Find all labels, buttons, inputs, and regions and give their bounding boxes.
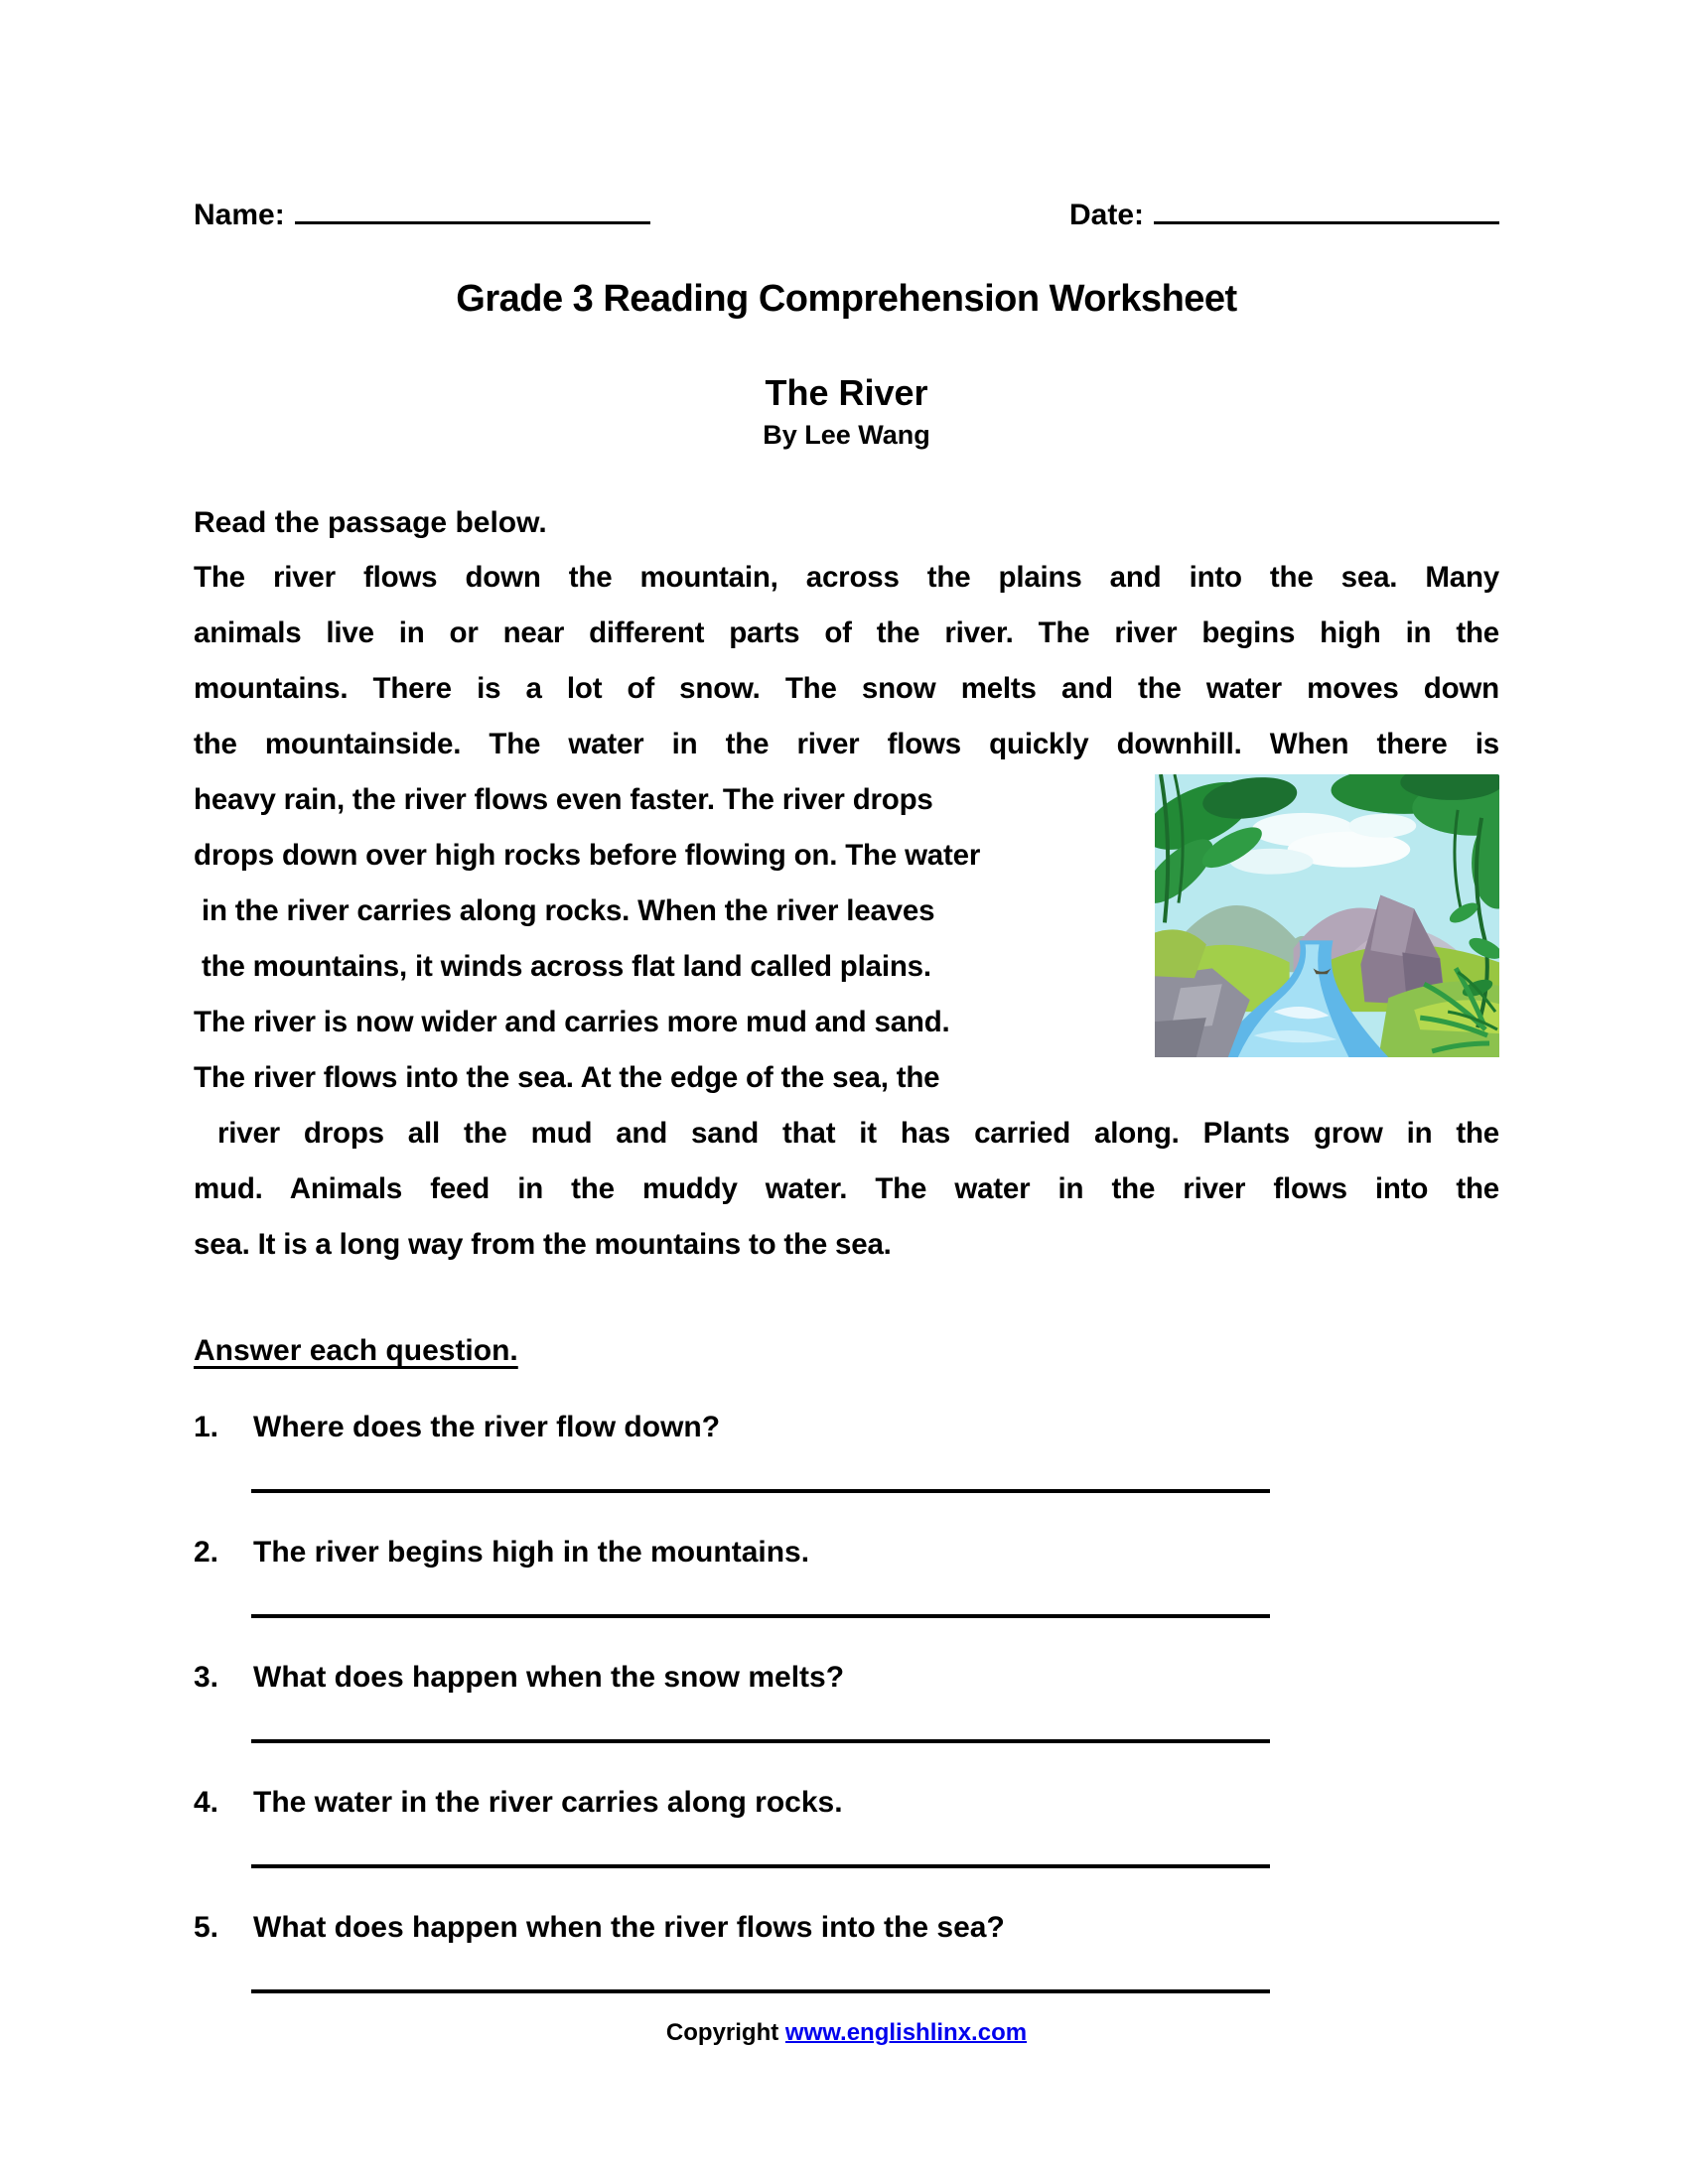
passage-line: in the river carries along rocks. When the river leaves (194, 894, 935, 927)
answer-line-3[interactable] (251, 1739, 1270, 1743)
copyright-label: Copyright (665, 2019, 785, 2046)
passage-line: mountains. There is a lot of snow. The snow melts and the water moves down (194, 672, 1499, 705)
question-row-1 (194, 1410, 1499, 1445)
answer-line-5[interactable] (251, 1989, 1270, 1993)
passage-wrapped-text (194, 772, 1155, 1106)
passage-line: sea. It is a long way from the mountains to the sea. (194, 1228, 892, 1261)
question-number: 3. (194, 1661, 219, 1694)
copyright-link[interactable]: www.englishlinx.com (784, 2019, 1028, 2046)
instruction: Read the passage below. (194, 506, 547, 539)
question-row-5 (194, 1910, 1499, 1946)
passage-title: The River (765, 372, 928, 413)
question-text: What does happen when the snow melts? (253, 1661, 845, 1694)
name-blank[interactable] (295, 195, 650, 224)
answer-line-1[interactable] (251, 1489, 1270, 1493)
question-text: The river begins high in the mountains. (253, 1536, 810, 1569)
passage-line: The river is now wider and carries more mud and sand. (194, 1006, 950, 1038)
passage-line: mud. Animals feed in the muddy water. The water in the river flows into the (194, 1172, 1499, 1205)
passage-line: the mountainside. The water in the river flows quickly downhill. When there is (194, 728, 1499, 760)
passage-line: heavy rain, the river flows even faster. The river drops (194, 783, 933, 816)
question-number: 1. (194, 1411, 219, 1443)
question-text: Where does the river flow down? (253, 1411, 721, 1443)
passage-line: the mountains, it winds across flat land called plains. (194, 950, 931, 983)
passage-line: animals live in or near different parts of the river. The river begins high in the (194, 616, 1499, 649)
date-label: Date: (1068, 199, 1144, 231)
passage-with-image (194, 772, 1499, 1106)
passage-line: The river flows into the sea. At the edge of the sea, the (194, 1061, 940, 1094)
date-blank[interactable] (1154, 195, 1499, 224)
date-field (1069, 195, 1499, 232)
footer (194, 2019, 1499, 2047)
answer-line-4[interactable] (251, 1864, 1270, 1868)
question-number: 5. (194, 1911, 219, 1944)
name-label: Name: (194, 199, 285, 231)
passage-line: river drops all the mud and sand that it has carried along. Plants grow in the (194, 1117, 1499, 1150)
question-number: 4. (194, 1786, 219, 1819)
question-row-2 (194, 1535, 1499, 1570)
answer-line-2[interactable] (251, 1614, 1270, 1618)
river-illustration-svg (1155, 774, 1499, 1057)
questions-header: Answer each question. (194, 1334, 518, 1367)
byline: By Lee Wang (763, 420, 930, 450)
passage (194, 550, 1499, 1273)
name-field (194, 195, 650, 232)
page-title: Grade 3 Reading Comprehension Worksheet (456, 278, 1237, 320)
question-text: What does happen when the river flows into the sea? (253, 1911, 1005, 1944)
passage-line: The river flows down the mountain, across the plains and into the sea. Many (194, 561, 1499, 594)
river-illustration (1155, 772, 1499, 1057)
question-row-4 (194, 1785, 1499, 1821)
question-text: The water in the river carries along rocks. (253, 1786, 843, 1819)
header (194, 195, 1499, 232)
question-number: 2. (194, 1536, 219, 1569)
passage-line: drops down over high rocks before flowing on. The water (194, 839, 981, 872)
question-row-3 (194, 1660, 1499, 1696)
